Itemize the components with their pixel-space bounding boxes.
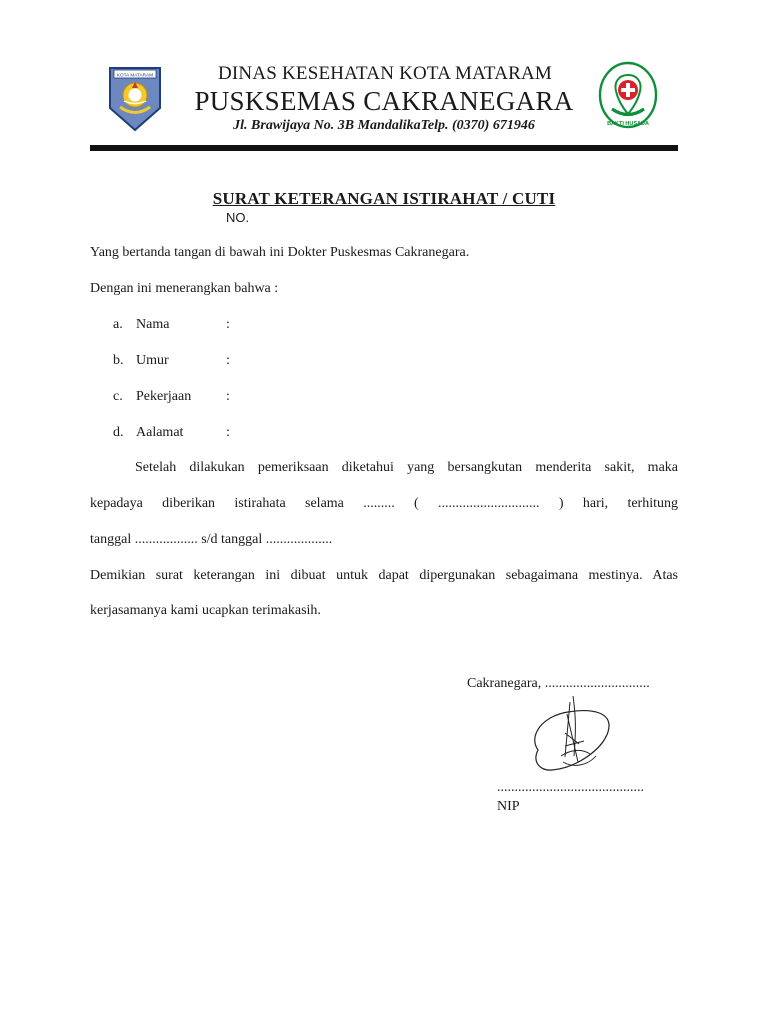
field-colon-age: : — [226, 353, 230, 368]
facility-name: PUSKSEMAS CAKRANEGARA — [194, 86, 574, 116]
field-label-age: Umur — [136, 353, 169, 368]
header-divider — [90, 145, 678, 151]
field-label-name: Nama — [136, 317, 170, 332]
body-line-2: kepadaya diberikan istirahata selama ......... ( ............................. ) hari, terhitung — [90, 496, 678, 511]
closing-line-2: kerjasamanya kami ucapkan terimakasih. — [90, 603, 321, 618]
field-colon-job: : — [226, 389, 230, 404]
field-marker-a: a. — [113, 317, 123, 332]
left-logo-text: KOTA MATARAM — [116, 72, 154, 78]
document-number-label: NO. — [226, 210, 250, 225]
field-label-job: Pekerjaan — [136, 389, 192, 404]
agency-name: DINAS KESEHATAN KOTA MATARAM — [217, 63, 553, 84]
right-logo-text: BAKTI HUSADA — [607, 121, 649, 127]
document-title: SURAT KETERANGAN ISTIRAHAT / CUTI — [212, 189, 556, 208]
body-line-3: tanggal .................. s/d tanggal ................... — [90, 532, 333, 547]
body-line-1: Setelah dilakukan pemeriksaan diketahui yang bersangkutan menderita sakit, maka — [135, 460, 678, 475]
field-marker-c: c. — [113, 389, 123, 404]
field-marker-d: d. — [113, 425, 124, 440]
nip-label: NIP — [497, 799, 520, 814]
handwritten-signature-image — [526, 688, 618, 784]
statement-text: Dengan ini menerangkan bahwa : — [90, 281, 279, 296]
address-line: Jl. Brawijaya No. 3B MandalikaTelp. (0370) 671946 — [233, 118, 535, 133]
field-colon-address: : — [226, 425, 230, 440]
signature-line: .......................................... — [497, 780, 644, 795]
field-marker-b: b. — [113, 353, 124, 368]
place-date: Cakranegara, .............................. — [467, 676, 650, 691]
closing-line-1: Demikian surat keterangan ini dibuat untuk dapat dipergunakan sebagaimana mestinya. Atas — [90, 568, 678, 583]
field-colon-name: : — [226, 317, 230, 332]
intro-text: Yang bertanda tangan di bawah ini Dokter Puskesmas Cakranegara. — [90, 245, 470, 260]
field-label-address: Aalamat — [136, 425, 184, 440]
